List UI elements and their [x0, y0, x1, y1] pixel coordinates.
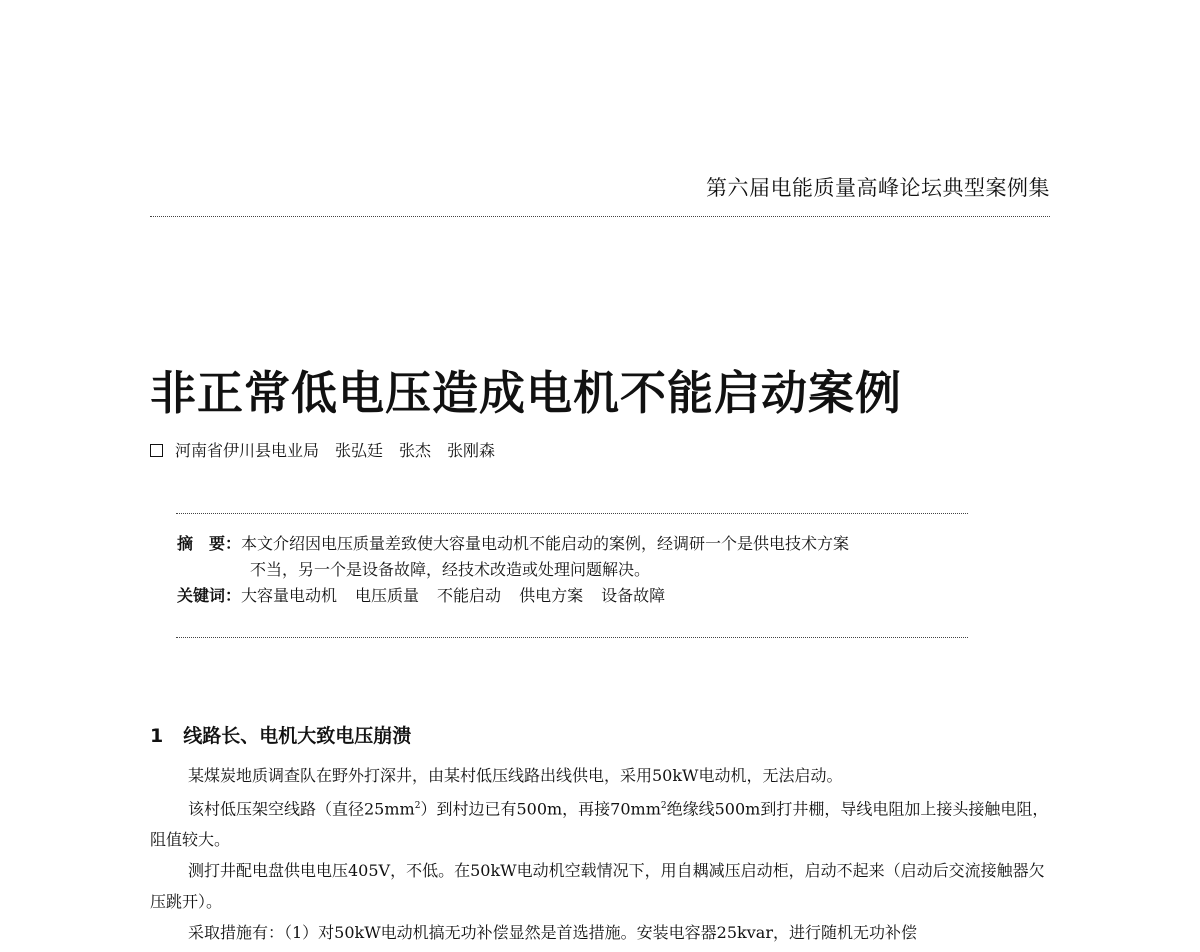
paragraph: 测打井配电盘供电电压405V，不低。在50kW电动机空载情况下，用自耦减压启动柜，启动不起来（启动后交流接触器欠压跳开）。 [150, 861, 1045, 912]
affiliation: 河南省伊川县电业局 [175, 441, 320, 460]
square-bullet-icon [150, 444, 163, 457]
keywords-line [177, 583, 977, 609]
superscript: 2 [414, 801, 421, 811]
author-name: 张弘廷 [335, 441, 384, 460]
author-line [150, 438, 495, 461]
section-title: 线路长、电机大致电压崩溃 [183, 725, 412, 747]
keyword: 电压质量 [355, 586, 420, 605]
author-name: 张杰 [399, 441, 432, 460]
abstract-block [177, 531, 977, 609]
abstract-top-rule [176, 513, 968, 514]
keyword: 大容量电动机 [241, 586, 338, 605]
series-title: 第六届电能质量高峰论坛典型案例集 [706, 176, 1050, 200]
paragraph: 采取措施有：（1）对50kW电动机搞无功补偿显然是首选措施。安装电容器25kvar，进行随机无功补偿 [188, 923, 917, 943]
abstract-text: 本文介绍因电压质量差致使大容量电动机不能启动的案例，经调研一个是供电技术方案 [241, 534, 850, 553]
keyword: 不能启动 [437, 586, 502, 605]
paragraph-text: 该村低压架空线路（直径25mm [188, 799, 415, 819]
section-body [150, 760, 1050, 948]
section-number: 1 [150, 725, 164, 747]
superscript: 2 [660, 801, 667, 811]
article-title: 非正常低电压造成电机不能启动案例 [150, 366, 902, 420]
paragraph-text: 绝缘线500m到打井棚，导线电阻加上接头接触电阻，阻值较大。 [150, 799, 1049, 850]
abstract-label: 摘 要： [177, 534, 242, 553]
keyword: 供电方案 [519, 586, 584, 605]
keywords-label: 关键词： [177, 586, 242, 605]
header-rule [150, 216, 1050, 217]
paragraph-text: ）到村边已有500m，再接70mm [420, 799, 661, 819]
author-name: 张刚森 [447, 441, 496, 460]
abstract-line: 不当，另一个是设备故障，经技术改造或处理问题解决。 [250, 560, 651, 579]
abstract-bottom-rule [176, 637, 968, 638]
abstract-line [177, 531, 977, 557]
paragraph: 某煤炭地质调查队在野外打深井，由某村低压线路出线供电，采用50kW电动机，无法启动。 [188, 766, 843, 785]
paragraph [150, 791, 1050, 855]
keyword: 设备故障 [601, 586, 666, 605]
section-heading [150, 721, 411, 748]
